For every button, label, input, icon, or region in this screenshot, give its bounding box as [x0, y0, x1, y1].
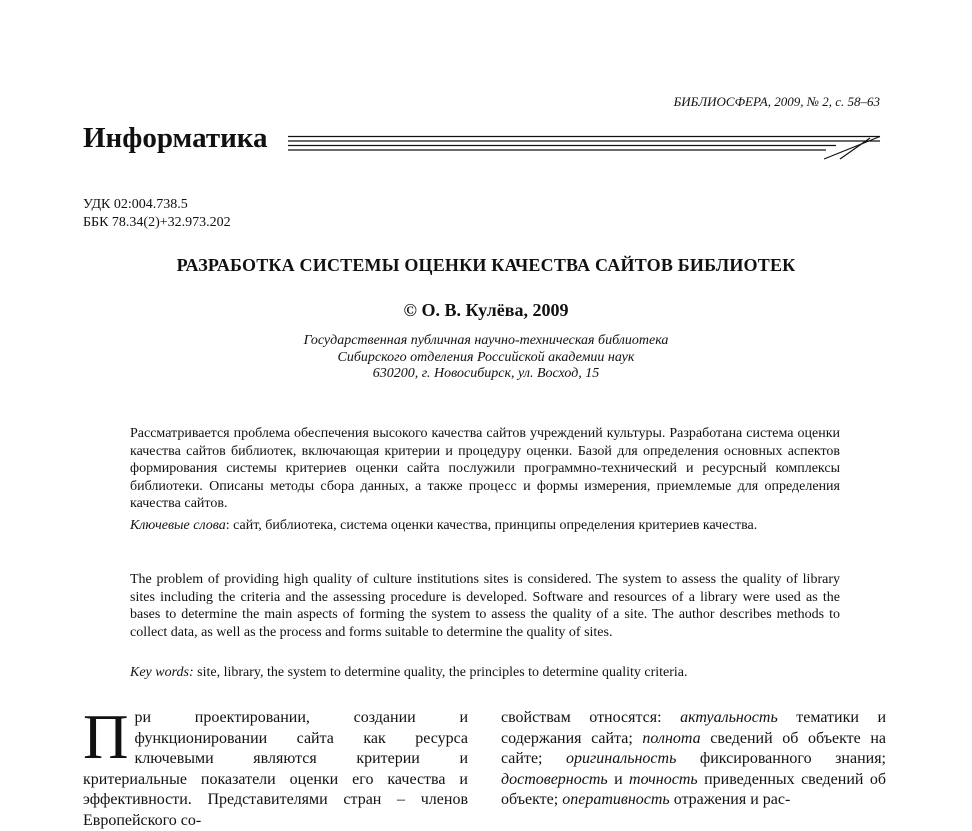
bbk-code: ББК 78.34(2)+32.973.202 [83, 215, 231, 230]
classification-codes [83, 196, 231, 232]
affiliation-line: Сибирского отделения Российской академии наук [337, 349, 635, 365]
paper-title: РАЗРАБОТКА СИСТЕМЫ ОЦЕНКИ КАЧЕСТВА САЙТОВ БИБЛИОТЕК [176, 255, 796, 275]
body-text: свойствам относятся: актуальность тематики и содержания сайта; полнота сведений об объекте на сайте; оригинальность фиксированного знания; достоверность и точность приведенных сведений об объекте; оперативность отражения и рас- [501, 709, 887, 808]
abstract-text: The problem of providing high quality of culture institutions sites is considered. The system to assess the quality of library sites including the criteria and the assessing procedure is developed. Software and resources of a library were used as the bases to determine the main aspects of forming the system to assess the quality of a site. The author describes methods to collect data, as well as the process and forms suitable to determine the quality of sites. [130, 572, 840, 640]
section-title: Информатика [83, 122, 268, 154]
abstract-english [130, 571, 840, 641]
abstract-text: Рассматривается проблема обеспечения высокого качества сайтов учреждений культуры. Разработана система оценки качества сайтов библиотек, включающая критерии и процедуру оценки. Базой для определения основных аспектов формирования системы критериев оценки сайта послужили программно-технический и ресурсный комплексы библиотеки. Описаны методы сбора данных, а также процесс и формы измерения, приемлемые для определения качества сайтов. [130, 426, 840, 511]
keywords-label: Ключевые слова [130, 518, 226, 533]
keywords-text: : сайт, библиотека, система оценки качества, принципы определения критериев качества. [225, 518, 758, 533]
keywords-text: site, library, the system to determine quality, the principles to determine quality criteria. [193, 665, 688, 680]
drop-cap: П [83, 702, 129, 772]
affiliation-line: Государственная публичная научно-техническая библиотека [303, 333, 669, 348]
author-line: © О. В. Кулёва, 2009 [403, 300, 569, 320]
body-text: ри проектировании, создании и функционировании сайта как ресурса ключевыми являются критерии и критериальные показатели оценки его качества и эффективности. Представителями стран – членов Европейского со- [83, 709, 468, 829]
affiliation-line: 630200, г. Новосибирск, ул. Восход, 15 [372, 366, 600, 381]
body-column-left [83, 702, 468, 831]
section-rule [288, 126, 888, 162]
keywords-label: Key words: [130, 665, 194, 680]
affiliation [0, 333, 972, 383]
journal-citation: БИБЛИОСФЕРА, 2009, № 2, с. 58–63 [673, 94, 880, 109]
abstract-russian [130, 425, 840, 513]
keywords-english [130, 664, 840, 682]
keywords-russian [130, 517, 840, 535]
udk-code: УДК 02:004.738.5 [83, 197, 188, 212]
body-column-right [501, 708, 886, 811]
